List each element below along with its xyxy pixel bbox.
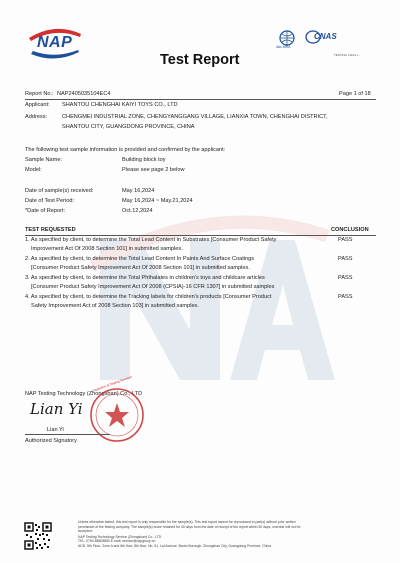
header-divider	[25, 99, 376, 100]
signature: Lian Yi	[30, 400, 83, 418]
nap-logo	[25, 24, 85, 60]
test-row-result: PASS	[338, 256, 353, 262]
cnas-testing-label-block	[334, 43, 374, 61]
test-row	[25, 237, 376, 253]
company-stamp	[88, 374, 146, 444]
footer-disclaimer-2: permission of the testing company. The sample(s) is/are retained for 30 days from the date of receipt of the report within 30 days, overdue will not be	[78, 524, 301, 529]
address-line-2: SHANTOU CITY, GUANGDONG PROVINCE, CHINA	[62, 124, 195, 130]
model-label: Model:	[25, 167, 42, 173]
footer-address: ADD: 5th Floor, Zone A and 6th floor, 8th floor, No. 51, Lai Avenue, Banfu Borough, Zhongshan City, Guangdong Province, China	[78, 543, 272, 548]
date-received-value: May 16,2024	[122, 188, 155, 194]
applicant-label: Applicant:	[25, 102, 50, 108]
report-date-label: *Date of Report:	[25, 208, 66, 214]
report-number-label: Report No.:	[25, 91, 54, 97]
ilac-mra-label: ilac-MRA	[276, 45, 291, 49]
report-date-value: Oct.12,2024	[122, 208, 153, 214]
test-row-line-2: [Consumer Product Safety Improvement Act Of 2008 Section 101] in submitted samples.	[31, 265, 250, 271]
footer-contact: TEL: 0760-88808880 E-mail: service@napgroup.cn	[78, 539, 156, 544]
signature-divider	[25, 434, 110, 435]
test-row-line-1: 1. As specified by client, to determine the Total Lead Content in Substrates [Consumer Product Safety	[25, 237, 277, 243]
stamp-seal-icon	[88, 386, 146, 444]
test-row	[25, 294, 376, 310]
table-header-divider	[25, 235, 376, 236]
test-requested-header: TEST REQUESTED	[25, 227, 76, 233]
footer	[78, 520, 300, 549]
test-row-result: PASS	[338, 275, 353, 281]
test-row-line-1: 4. As specified by client, to determine the Tracking labels for children's products [Consumer Product	[25, 294, 272, 300]
test-row-result: PASS	[338, 237, 353, 243]
signatory-name: Lian Yi	[47, 427, 64, 433]
test-row-line-1: 3. As specified by client, to determine the Total Phthalates in children's toys and childcare articles	[25, 275, 265, 281]
test-row-line-2: [Consumer Product Safety Improvement Act Of 2008 (CPSIA)-16 CFR 1307] in submitted samples	[31, 284, 275, 290]
test-row	[25, 256, 376, 272]
signatory-company: NAP Testing Technology (Zhongshan) Co., LTD	[25, 391, 143, 397]
test-row-line-1: 2. As specified by client, to determine the Total Lead Content In Paints And Surface Coatings	[25, 256, 255, 262]
qr-code	[24, 522, 52, 550]
test-row-line-2: Safety Improvement Act of 2008 Section 103] in submitted samples.	[31, 303, 199, 309]
test-row-result: PASS	[338, 294, 353, 300]
test-row-line-2: Improvement Act Of 2008 Section 101] in submitted samples.	[31, 246, 183, 252]
sample-intro: The following test sample information is provided and confirmed by the applicant:	[25, 147, 226, 153]
footer-disclaimer-1: Unless otherwise stated, this test report is only responsible for the sample(s). This test report cannot be reproduced in part(s) without prior written	[78, 520, 296, 524]
sample-name-value: Building block toy	[122, 157, 166, 163]
footer-disclaimer-3: accepted.	[78, 529, 93, 534]
address-line-1: CHENGMEI INDUSTRIAL ZONE, CHENGYANGGANG VILLAGE, LIANXIA TOWN, CHENGHAI DISTRICT,	[62, 114, 328, 120]
signatory-title: Authorized Signatory	[25, 438, 77, 444]
sample-name-label: Sample Name:	[25, 157, 62, 163]
date-received-label: Date of sample(s) received:	[25, 188, 94, 194]
cnas-label: CNAS	[314, 32, 337, 41]
model-value: Please see page 2 below	[122, 167, 185, 173]
cnas-mark	[304, 30, 338, 50]
footer-company: NAP Testing Technology Service (Zhongshan) Co., LTD	[78, 534, 162, 539]
cnas-testing-label: TESTING CNAS L...	[334, 53, 362, 57]
applicant-value: SHANTOU CHENGHAI KAIYI TOYS CO., LTD	[62, 102, 178, 108]
conclusion-header: CONCLUSION	[331, 227, 369, 233]
test-period-value: May 16,2024 ~ May.21,2024	[122, 198, 193, 204]
page-indicator: Page 1 of 18	[339, 91, 371, 97]
qr-code-icon	[24, 522, 52, 550]
test-period-label: Date of Test Period:	[25, 198, 75, 204]
ilac-mra-mark	[276, 30, 298, 50]
address-label: Address:	[25, 114, 48, 120]
report-number-value: NAP2405035104EC4	[57, 91, 111, 97]
test-row	[25, 275, 376, 291]
report-title: Test Report	[160, 52, 240, 68]
stamp-text: Inspection & Testing Services	[92, 374, 133, 393]
nap-logo-text: NAP	[37, 34, 73, 51]
